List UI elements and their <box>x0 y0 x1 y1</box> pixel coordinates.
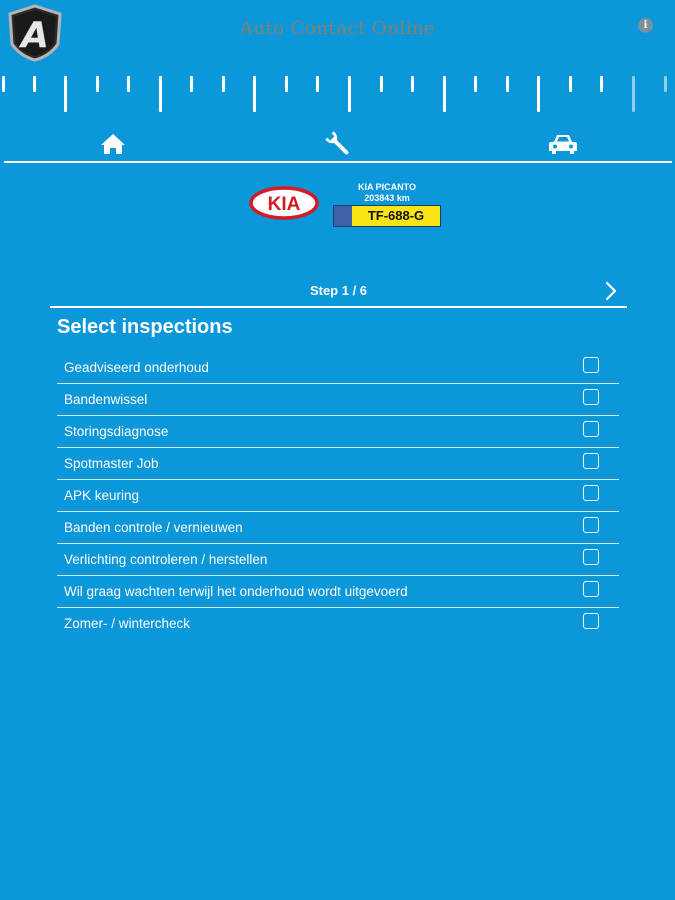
inspection-item[interactable] <box>57 544 619 576</box>
ruler-tick <box>127 76 130 92</box>
license-plate <box>333 205 441 227</box>
app-title: Auto Contact Online <box>239 18 436 39</box>
inspection-label: Bandenwissel <box>64 392 148 407</box>
ruler-tick <box>664 76 667 92</box>
step-divider <box>50 306 627 308</box>
inspection-label: Spotmaster Job <box>64 456 159 471</box>
inspection-checkbox[interactable] <box>583 581 599 597</box>
ruler-tick <box>569 76 572 92</box>
car-model: KIA PICANTO <box>357 182 416 192</box>
svg-text:A: A <box>21 15 49 56</box>
ruler-tick <box>2 76 5 92</box>
inspection-checkbox[interactable] <box>583 453 599 469</box>
inspection-item[interactable] <box>57 480 619 512</box>
kia-logo <box>248 186 320 220</box>
ruler-tick <box>474 76 477 92</box>
step-bar <box>50 276 627 308</box>
ruler-tick <box>411 76 414 92</box>
inspection-label: Verlichting controleren / herstellen <box>64 552 268 567</box>
inspection-list <box>57 352 619 639</box>
ruler-tick <box>159 76 162 112</box>
home-icon[interactable] <box>96 130 130 158</box>
ruler-tick <box>316 76 319 92</box>
nav-divider <box>4 161 672 163</box>
inspection-item[interactable] <box>57 352 619 384</box>
inspection-checkbox[interactable] <box>583 421 599 437</box>
inspection-item[interactable] <box>57 512 619 544</box>
ruler-tick <box>96 76 99 92</box>
inspection-item[interactable] <box>57 416 619 448</box>
inspection-label: Banden controle / vernieuwen <box>64 520 243 535</box>
plate-number: TF-688-G <box>367 208 425 223</box>
inspection-item[interactable] <box>57 448 619 480</box>
ruler-tick <box>632 76 635 112</box>
inspection-item[interactable] <box>57 384 619 416</box>
vehicle-info <box>0 176 675 236</box>
inspection-item[interactable] <box>57 608 619 639</box>
ruler-tick <box>380 76 383 92</box>
ruler-decoration <box>0 76 675 116</box>
chevron-right-icon[interactable] <box>603 280 619 302</box>
inspection-label: Zomer- / wintercheck <box>64 616 191 631</box>
ruler-tick <box>506 76 509 92</box>
inspection-label: Storingsdiagnose <box>64 424 169 439</box>
ruler-tick <box>190 76 193 92</box>
ruler-tick <box>443 76 446 112</box>
ruler-tick <box>253 76 256 112</box>
ruler-tick <box>33 76 36 92</box>
inspection-label: Wil graag wachten terwijl het onderhoud wordt uitgevoerd <box>64 584 408 599</box>
inspection-checkbox[interactable] <box>583 485 599 501</box>
ruler-tick <box>600 76 603 92</box>
main-nav <box>0 126 675 162</box>
info-button[interactable]: i <box>638 18 653 33</box>
car-icon[interactable] <box>546 130 580 158</box>
inspection-checkbox[interactable] <box>583 613 599 629</box>
svg-text:KIA: KIA <box>267 194 301 215</box>
ruler-tick <box>222 76 225 92</box>
inspection-label: Geadviseerd onderhoud <box>64 360 209 375</box>
plate-eu-band <box>334 206 352 226</box>
car-mileage: 203843 km <box>364 193 410 203</box>
inspection-checkbox[interactable] <box>583 357 599 373</box>
ruler-tick <box>285 76 288 92</box>
inspection-checkbox[interactable] <box>583 517 599 533</box>
inspection-checkbox[interactable] <box>583 389 599 405</box>
inspection-checkbox[interactable] <box>583 549 599 565</box>
ruler-tick <box>348 76 351 112</box>
page-title: Select inspections <box>57 316 233 338</box>
inspection-item[interactable] <box>57 576 619 608</box>
step-indicator: Step 1 / 6 <box>309 283 368 298</box>
inspection-label: APK keuring <box>64 488 140 503</box>
ruler-tick <box>537 76 540 112</box>
app-header <box>0 0 675 60</box>
wrench-icon[interactable] <box>321 130 355 158</box>
ruler-tick <box>64 76 67 112</box>
